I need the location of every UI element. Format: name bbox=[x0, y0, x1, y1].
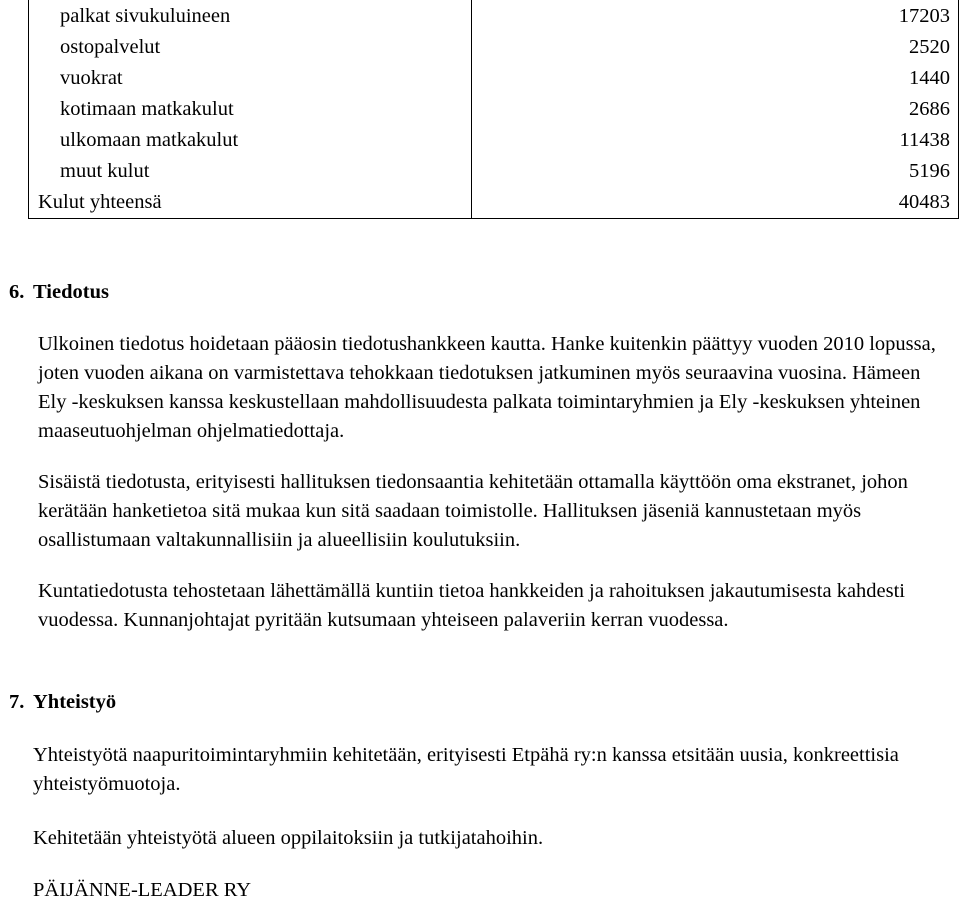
table-total-row bbox=[29, 187, 959, 219]
footer-organization: PÄIJÄNNE-LEADER RY bbox=[33, 879, 252, 901]
paragraph: Kehitetään yhteistyötä alueen oppilaitoksiin ja tutkijatahoihin. bbox=[33, 827, 544, 849]
cost-table bbox=[28, 0, 959, 219]
table-row bbox=[29, 31, 959, 62]
section-title: Yhteistyö bbox=[33, 691, 117, 713]
section-title: Tiedotus bbox=[33, 281, 109, 303]
cost-value: 1440 bbox=[472, 62, 959, 93]
cost-label: ulkomaan matkakulut bbox=[29, 125, 472, 156]
cost-value: 5196 bbox=[472, 156, 959, 187]
table-row bbox=[29, 62, 959, 93]
cost-label: muut kulut bbox=[29, 156, 472, 187]
cost-value: 2686 bbox=[472, 93, 959, 124]
cost-label: ostopalvelut bbox=[29, 31, 472, 62]
paragraph: Sisäistä tiedotusta, erityisesti hallituksen tiedonsaantia kehitetään ottamalla käyttöön oma ekstranet, johon kerätään hanketietoa sitä mukaa kun sitä saadaan toimistolle. Hallituksen jäseniä kannustetaan myös osallistumaan valtakunnallisiin ja alueellisiin koulutuksiin. bbox=[38, 471, 908, 551]
cost-value: 11438 bbox=[472, 125, 959, 156]
table-row bbox=[29, 93, 959, 124]
cost-label: kotimaan matkakulut bbox=[29, 93, 472, 124]
cost-label: vuokrat bbox=[29, 62, 472, 93]
section-number: 6. bbox=[9, 281, 25, 303]
cost-value: 17203 bbox=[472, 0, 959, 31]
section-heading-tiedotus bbox=[9, 279, 109, 305]
paragraph: Ulkoinen tiedotus hoidetaan pääosin tiedotushankkeen kautta. Hanke kuitenkin päättyy vuoden 2010 lopussa, joten vuoden aikana on varmistettava tehokkaan tiedotuksen jatkuminen myös seuraavina vuosina. Hämeen Ely -keskuksen kanssa keskustellaan mahdollisuudesta palkata toimintaryhmien ja Ely -keskuksen yhteinen maaseutuohjelman ohjelmatiedottaja. bbox=[38, 333, 936, 442]
cost-value: 2520 bbox=[472, 31, 959, 62]
table-row bbox=[29, 125, 959, 156]
paragraph: Kuntatiedotusta tehostetaan lähettämällä kuntiin tietoa hankkeiden ja rahoituksen jakautumisesta kahdesti vuodessa. Kunnanjohtajat pyritään kutsumaan yhteiseen palaveriin kerran vuodessa. bbox=[38, 580, 906, 631]
table-row bbox=[29, 0, 959, 31]
total-label: Kulut yhteensä bbox=[29, 187, 472, 219]
table-row bbox=[29, 156, 959, 187]
cost-label: palkat sivukuluineen bbox=[29, 0, 472, 31]
section-number: 7. bbox=[9, 691, 25, 713]
section-heading-yhteistyo bbox=[9, 689, 116, 715]
paragraph: Yhteistyötä naapuritoimintaryhmiin kehitetään, erityisesti Etpähä ry:n kanssa etsitään uusia, konkreettisia yhteistyömuotoja. bbox=[33, 744, 899, 795]
total-value: 40483 bbox=[472, 187, 959, 219]
